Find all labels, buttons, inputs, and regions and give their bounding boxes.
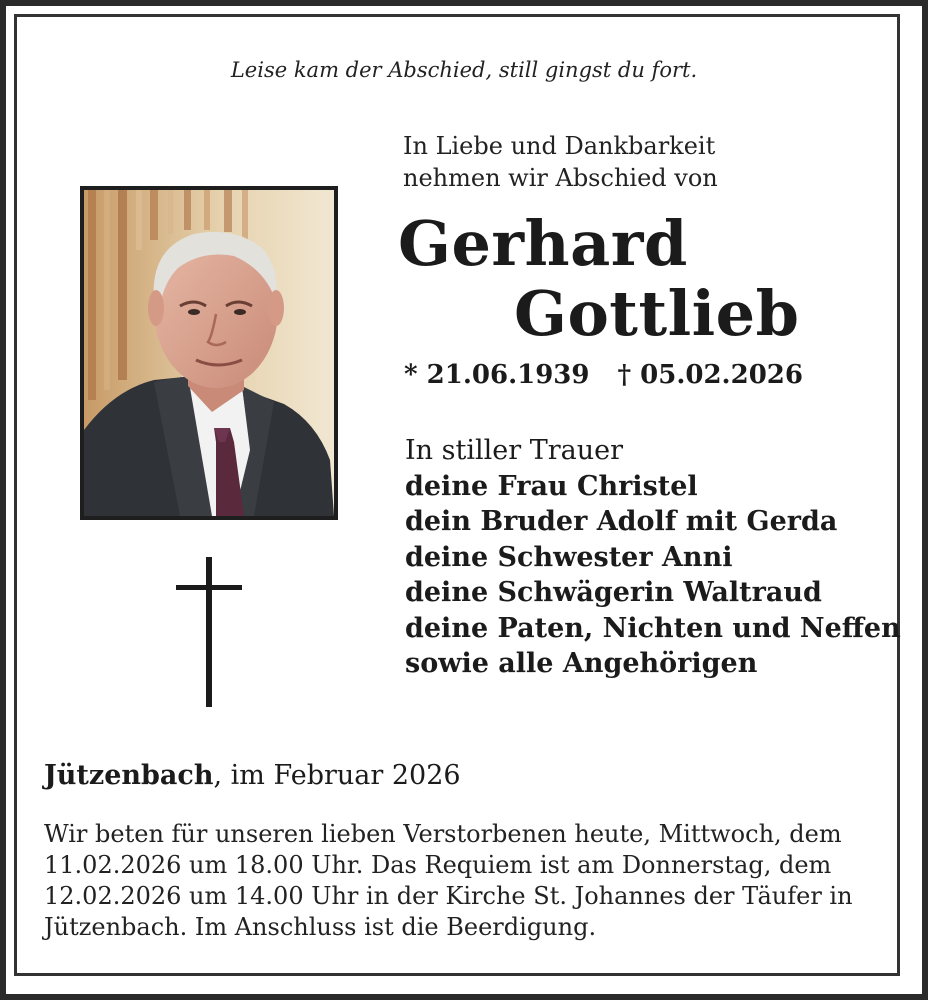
motto: Leise kam der Abschied, still gingst du fort. [230,58,698,82]
intro-line-1: In Liebe und Dankbarkeit [403,132,716,160]
portrait-illustration [84,190,334,516]
deceased-last-name: Gottlieb [514,277,800,350]
mourners-lead: In stiller Trauer [405,435,624,466]
life-dates [404,360,803,390]
place-town: Jützenbach [44,760,214,791]
birth-date: * 21.06.1939 [404,360,590,390]
mourner-line: dein Bruder Adolf mit Gerda [405,506,838,537]
cross-icon [176,557,242,707]
mourner-line: deine Frau Christel [405,470,698,502]
service-notice: Wir beten für unseren lieben Verstorbenen heute, Mittwoch, dem 11.02.2026 um 18.00 Uhr. Das Requiem ist am Donnerstag, dem 12.02.2026 um 14.00 Uhr in der Kirche St. Johannes der Täufer in Jützenbach. Im Anschluss ist die Beerdigung. [44,820,853,941]
mourner-line: deine Schwägerin Waltraud [405,577,822,608]
death-date: † 05.02.2026 [617,360,803,390]
mourners-list [405,433,901,682]
deceased-first-name: Gerhard [398,207,688,280]
mourner-line: deine Paten, Nichten und Neffen [405,612,901,644]
place-and-date [44,760,461,791]
intro-text [403,130,718,194]
place-date: , im Februar 2026 [213,760,461,791]
portrait-photo [80,186,338,520]
mourner-line: deine Schwester Anni [405,541,733,573]
intro-line-2: nehmen wir Abschied von [403,164,718,192]
mourner-line: sowie alle Angehörigen [405,648,758,679]
